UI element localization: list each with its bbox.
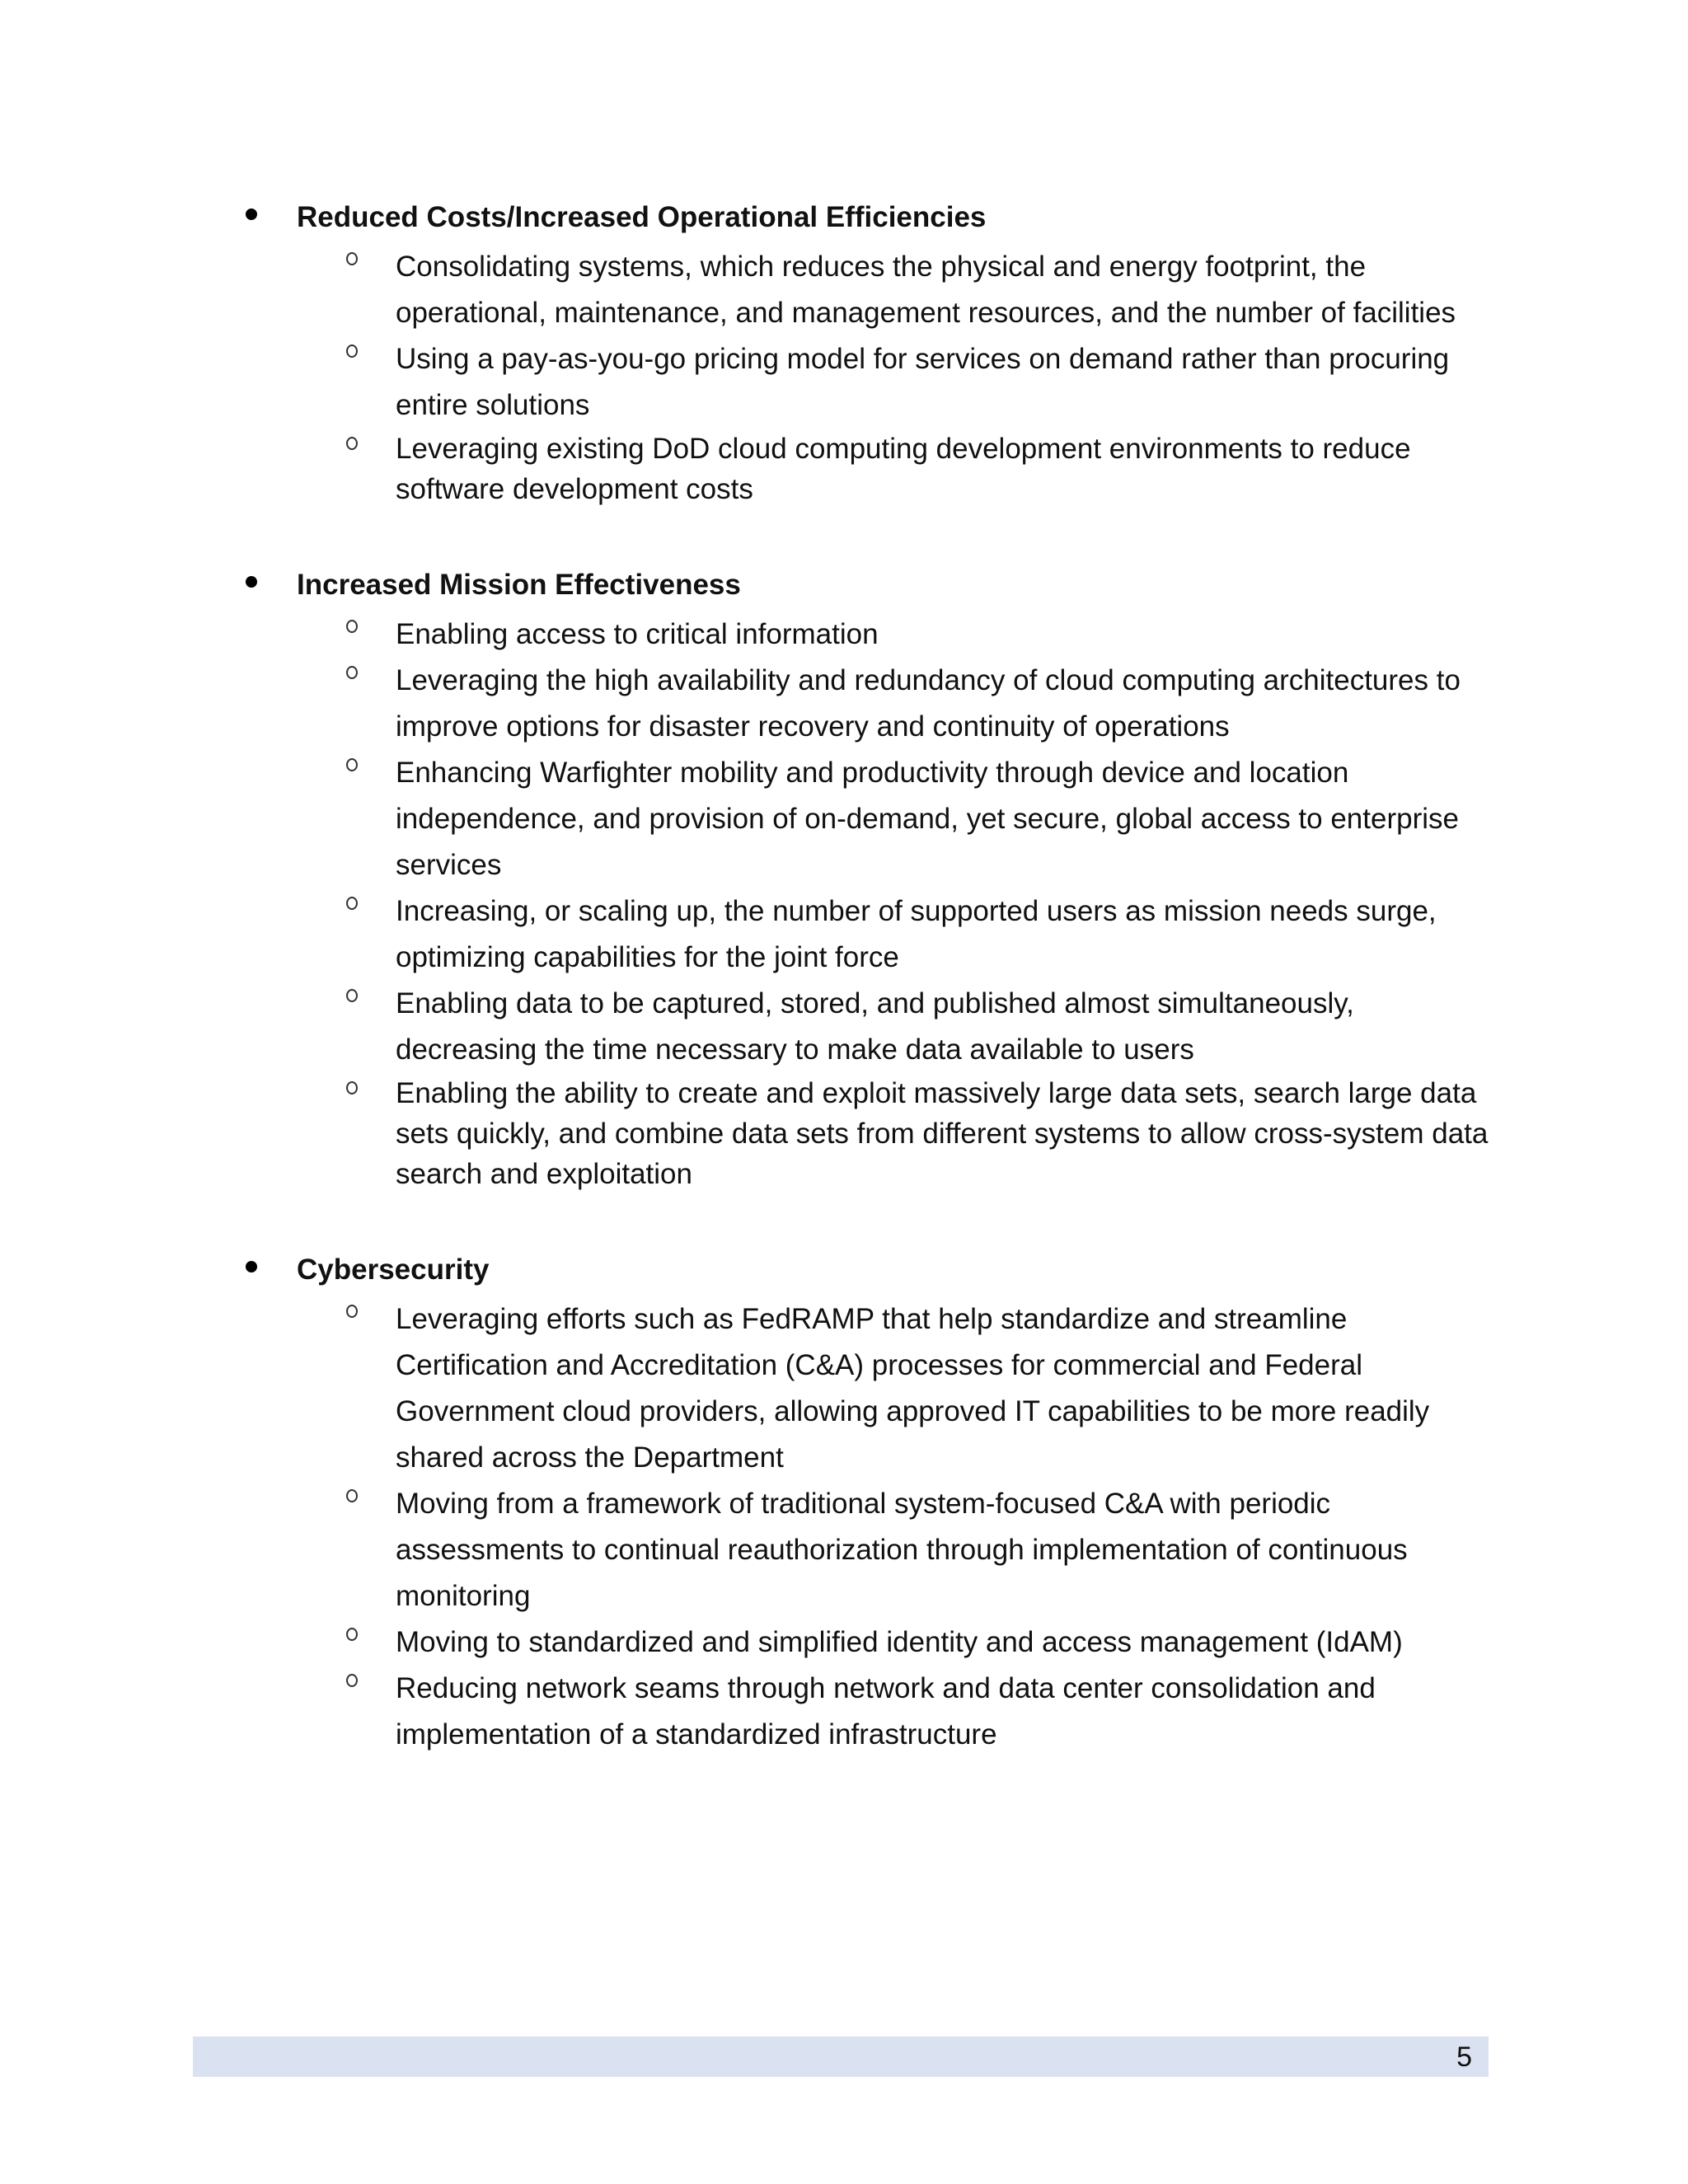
hollow-circle-bullet-icon: [346, 1489, 358, 1502]
section-cybersecurity: [0, 1250, 1688, 1758]
page-number: 5: [1456, 2041, 1472, 2073]
list-item-text: Moving to standardized and simplified identity and access management (IdAM): [396, 1626, 1403, 1658]
hollow-circle-bullet-icon: [346, 758, 358, 771]
hollow-circle-bullet-icon: [346, 1305, 358, 1318]
list-item: [0, 658, 1688, 750]
page-footer: [193, 2036, 1489, 2077]
section-heading: Cybersecurity: [297, 1254, 490, 1286]
list-item: [0, 1296, 1688, 1481]
section-mission-effectiveness: [0, 565, 1688, 1194]
list-item: [0, 1619, 1688, 1666]
list-item-text: Enabling data to be captured, stored, and published almost simultaneously, decreasing the time necessary to make data available to users: [396, 987, 1354, 1066]
hollow-circle-bullet-icon: [346, 437, 358, 450]
section-reduced-costs: [0, 198, 1688, 509]
list-item: [0, 1481, 1688, 1619]
list-item: [0, 981, 1688, 1073]
list-item-text: Enabling the ability to create and exploit massively large data sets, search large data sets quickly, and combine data sets from different systems to allow cross-system data search and exploitation: [396, 1077, 1489, 1190]
list-item: [0, 750, 1688, 888]
hollow-circle-bullet-icon: [346, 666, 358, 679]
bullet-icon: [246, 209, 257, 220]
list-item-text: Moving from a framework of traditional system-focused C&A with periodic assessments to continual reauthorization through implementation of continuous monitoring: [396, 1488, 1408, 1612]
list-item-text: Enabling access to critical information: [396, 618, 879, 650]
list-item-text: Reducing network seams through network and data center consolidation and implementation of a standardized infrastructure: [396, 1672, 1376, 1750]
bullet-list: [0, 198, 1688, 1814]
list-item-text: Consolidating systems, which reduces the physical and energy footprint, the operational, maintenance, and management resources, and the number of facilities: [396, 251, 1456, 329]
hollow-circle-bullet-icon: [346, 1628, 358, 1641]
list-item: [0, 888, 1688, 981]
hollow-circle-bullet-icon: [346, 1081, 358, 1094]
section-heading-row: [0, 565, 1688, 612]
list-item: [0, 244, 1688, 336]
list-item-text: Leveraging efforts such as FedRAMP that help standardize and streamline Certification and Accreditation (C&A) processes for commercial and Federal Government cloud providers, allowing approved IT capabilities to be more readily shared across the Department: [396, 1303, 1430, 1474]
list-item: [0, 612, 1688, 658]
section-heading-row: [0, 1250, 1688, 1296]
list-item-text: Increasing, or scaling up, the number of supported users as mission needs surge, optimizing capabilities for the joint force: [396, 895, 1437, 973]
hollow-circle-bullet-icon: [346, 252, 358, 265]
list-item: [0, 336, 1688, 429]
hollow-circle-bullet-icon: [346, 344, 358, 358]
section-heading-row: [0, 198, 1688, 244]
section-heading: Reduced Costs/Increased Operational Efficiencies: [297, 201, 987, 233]
list-item-text: Leveraging the high availability and redundancy of cloud computing architectures to improve options for disaster recovery and continuity of operations: [396, 664, 1461, 743]
list-item-text: Using a pay-as-you-go pricing model for services on demand rather than procuring entire solutions: [396, 343, 1450, 421]
hollow-circle-bullet-icon: [346, 620, 358, 633]
list-item: [0, 1666, 1688, 1758]
bullet-icon: [246, 1261, 257, 1272]
hollow-circle-bullet-icon: [346, 897, 358, 910]
hollow-circle-bullet-icon: [346, 989, 358, 1002]
bullet-icon: [246, 576, 257, 588]
list-item: [0, 429, 1688, 509]
list-item-text: Enhancing Warfighter mobility and productivity through device and location independence, and provision of on-demand, yet secure, global access to enterprise services: [396, 757, 1459, 881]
section-heading: Increased Mission Effectiveness: [297, 569, 741, 601]
list-item-text: Leveraging existing DoD cloud computing development environments to reduce software development costs: [396, 433, 1411, 505]
list-item: [0, 1073, 1688, 1194]
hollow-circle-bullet-icon: [346, 1674, 358, 1687]
